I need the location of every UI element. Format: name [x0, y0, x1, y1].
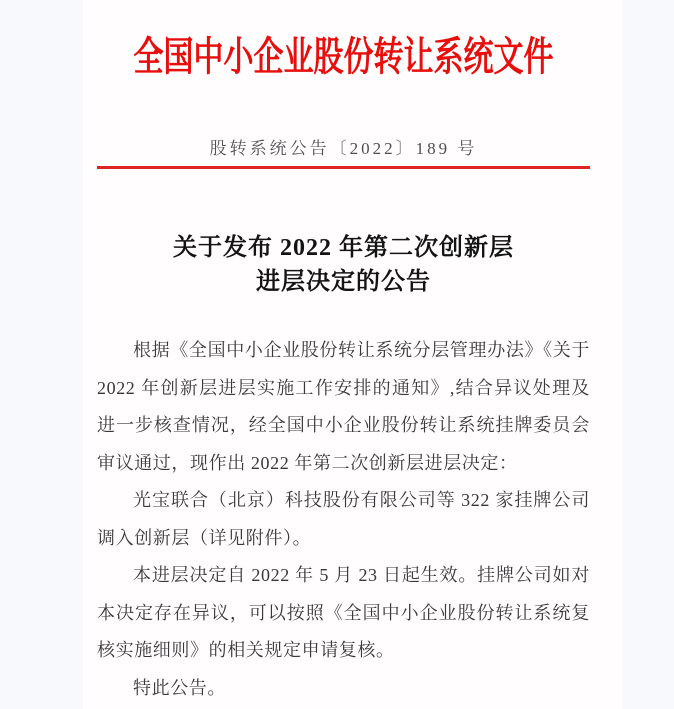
announcement-number: 股转系统公告〔2022〕189 号 [209, 139, 478, 158]
document-masthead: 全国中小企业股份转让系统文件 [133, 35, 554, 80]
document-body [97, 332, 590, 707]
announcement-title [97, 231, 590, 299]
announcement-title-line1: 关于发布 2022 年第二次创新层 [173, 235, 514, 261]
document-page [83, 0, 623, 709]
body-paragraph: 本进层决定自 2022 年 5 月 23 日起生效。挂牌公司如对本决定存在异议，可以按照《全国中小企业股份转让系统复核实施细则》的相关规定申请复核。 [97, 565, 590, 660]
body-paragraph: 根据《全国中小企业股份转让系统分层管理办法》《关于 2022 年创新层进层实施工作安排的通知》,结合异议处理及进一步核查情况，经全国中小企业股份转让系统挂牌委员会审议通过，现作出 2022 年第二次创新层进层决定： [97, 340, 590, 473]
body-paragraph: 光宝联合（北京）科技股份有限公司等 322 家挂牌公司调入创新层（详见附件）。 [97, 490, 590, 548]
red-divider-line [97, 166, 590, 169]
announcement-title-line2: 进层决定的公告 [256, 269, 431, 295]
body-paragraph: 特此公告。 [133, 677, 226, 698]
